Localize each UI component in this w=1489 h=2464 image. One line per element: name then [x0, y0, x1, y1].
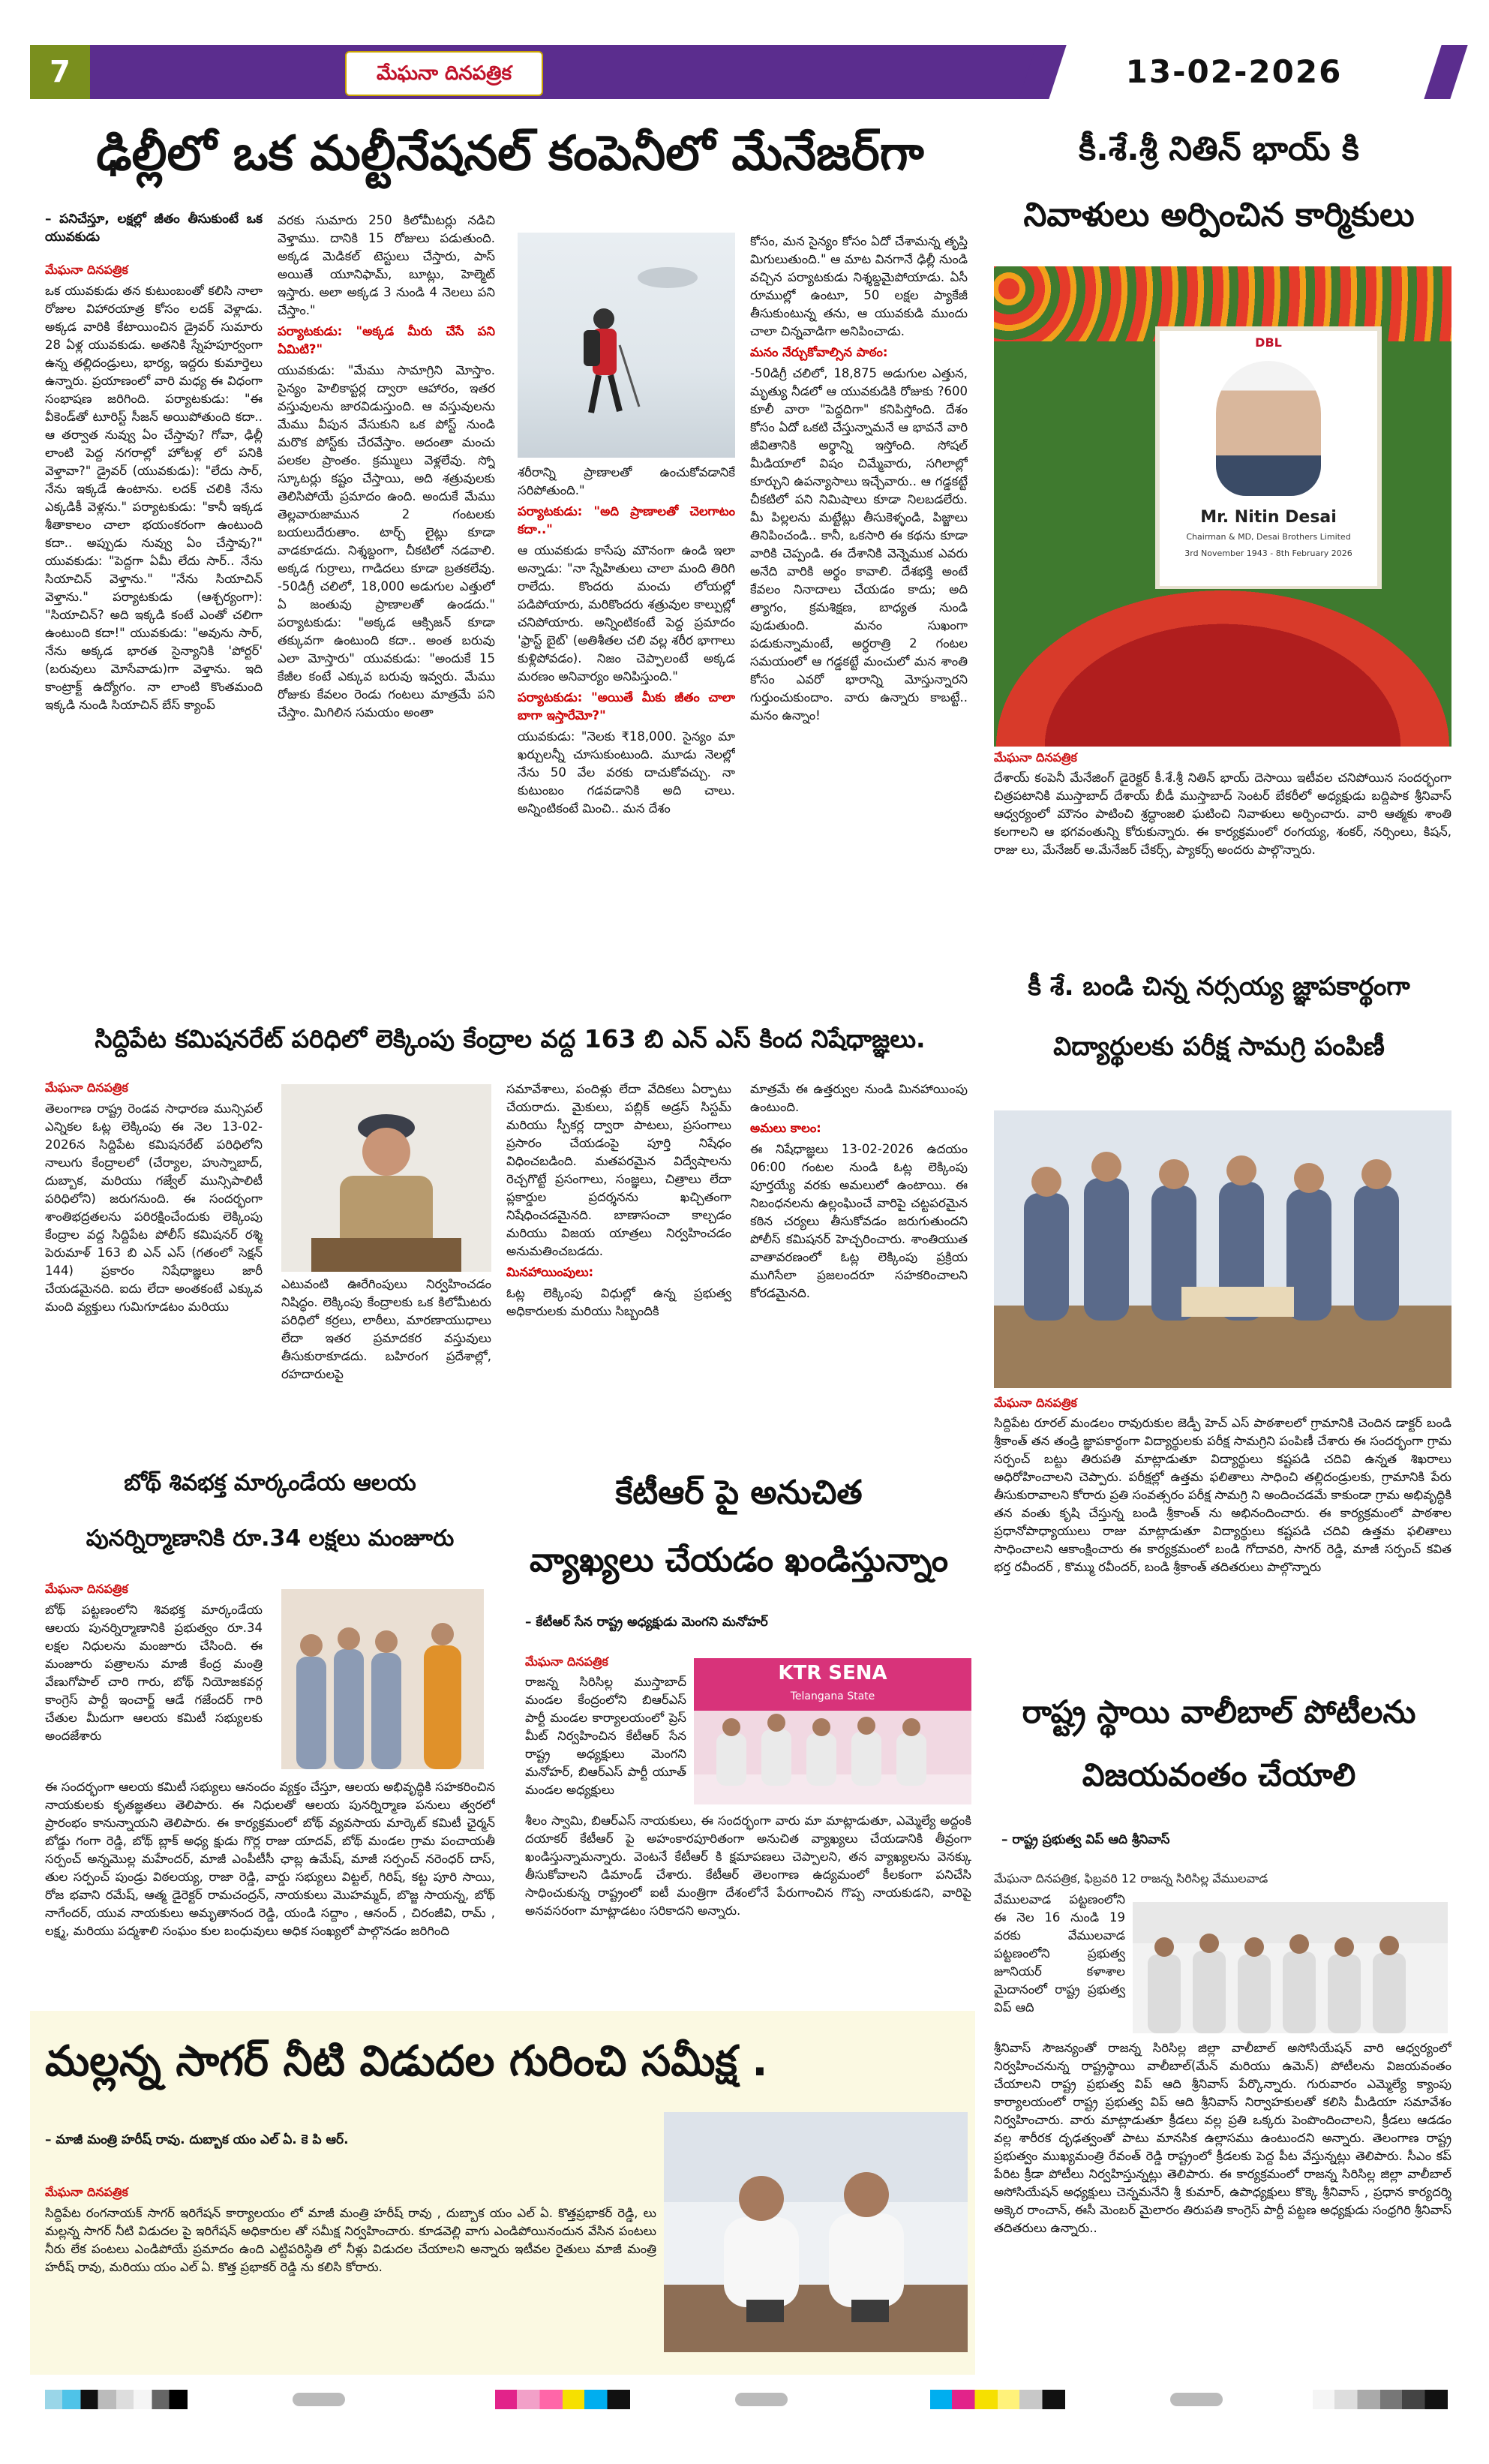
story3-col3-sub: మినహాయింపులు:: [506, 1265, 594, 1279]
story8-deck: – మాజీ మంత్రి హరీష్ రావు. దుబ్బాక యం ఎల్ ఏ. కె పి ఆర్.: [45, 2132, 349, 2147]
story7-photo: [1133, 1902, 1448, 2033]
story5-headline-line2: పునర్నిర్మాణానికి రూ.34 లక్షలు మంజూరు: [86, 1525, 455, 1552]
story8-photo: [664, 2112, 968, 2352]
story1-col3-sub: పర్యాటకుడు: "అది ప్రాణాలతో చెలగాటం కదా..": [518, 504, 735, 536]
story3-col3-text-b: ఓట్ల లెక్కింపు విధుల్లో ఉన్న ప్రభుత్వ అధికారులకు మరియు సిబ్బందికి: [506, 1286, 731, 1318]
story1-photo: [518, 233, 735, 458]
photo-banner-subtitle: Telangana State: [790, 1690, 875, 1702]
story3-col4-text-b: ఈ నిషేధాజ్ఞలు 13-02-2026 ఉదయం 06:00 గంటల నుండి ఓట్ల లెక్కింపు పూర్తయ్యే వరకు అమలులో ఉంటాయి. ఈ నిబంధనలను ఉల్లంఘించే వారిపై చట్టపరమైన కఠిన చర్యలు తీసుకోవడం జరుగుతుందని పోలీస్ కమిషనర్ హెచ్చరించారు. శాంతియుత వాతావరణంలో ఓట్ల లెక్కింపు ప్రక్రియ ముగిసేలా ప్రజలందరూ సహకరించాలని కోరడమైనది.: [750, 1142, 968, 1300]
story1-col3-text: శరీరాన్ని ప్రాణాలతో ఉంచుకోవడానికే సరిపోతుంది.": [518, 465, 735, 497]
story1-col2-text: వరకు సుమారు 250 కిలోమీటర్లు నడిచి వెళ్తాము. దానికి 15 రోజులు పడుతుంది. అక్కడ మెడికల్ టెస్టులు చేస్తారు, పాస్ అయితే యూనిఫామ్, బూట్లు, హెల్మెట్ ఇస్తారు. అలా అక్కడ 3 నుండి 4 నెలలు పని చేస్తాం.": [278, 213, 495, 317]
police-officer-illustration: [281, 1084, 491, 1272]
story1-col4-sub: మనం నేర్చుకోవాల్సిన పాఠం:: [750, 345, 888, 359]
story7-headline: [990, 1681, 1448, 1808]
story1-col2-sub: పర్యాటకుడు: "అక్కడ మీరు చేసే పని ఏమిటి?": [278, 324, 495, 356]
temple-committee-illustration: [281, 1589, 484, 1769]
story4-headline: [990, 957, 1448, 1080]
story5-source: [45, 1582, 270, 1599]
photo-banner: [694, 1658, 971, 1711]
story2-headline: [990, 116, 1448, 251]
banner-logo: DBL: [1255, 335, 1282, 350]
page-number: 7: [50, 55, 71, 89]
date-label: 13-02-2026: [1125, 53, 1343, 90]
story2-headline-line2: నివాళులు అర్పించిన కార్మికులు: [1023, 196, 1415, 234]
color-registration-strip: [45, 2390, 1448, 2409]
portrait-dates: 3rd November 1943 - 8th February 2026: [1184, 548, 1352, 558]
story3-source-label: మేఘనా దినపత్రిక: [45, 1080, 128, 1095]
portrait-face: [1216, 361, 1321, 496]
story3-photo: [281, 1084, 491, 1272]
story5-headline: [45, 1456, 495, 1576]
story3-col3: [506, 1080, 731, 1403]
story1-col4-text-b: -50డిగ్రీ చలిలో, 18,875 అడుగుల ఎత్తున, మృత్యు నీడలో ఆ యువకుడికి రోజుకు ?600 కూలీ వారా "పెద్దదిగా" కనిపిస్తోంది. దేశం కోసం ఏదో ఒకటి చేస్తున్నామనే ఆ భావనే వారి జీవితానికి అర్థాన్ని ఇస్తోంది. సోషల్ మీడియాలో విషం చిమ్మేవారు, సగిలాల్లో కూర్చుని ఉపన్యాసాలు ఇచ్చేవారు.. ఆ గడ్డకట్టే చీకటిలో పని నిమిషాలు కూడా నిలబడలేరు. మీ పిల్లలను మట్టేట్లు తీసుకెళ్ళండి, పిజ్జాలు తినిపించండి.. కానీ, ఒకసారి ఈ కథను కూడా వారికి చెప్పండి. ఈ దేశానికి వెన్నెముక ఎవరు అనేది వారికి అర్థం కావాలి. దేశభక్తి అంటే కేవలం నినాదాలు చేయడం కాదు; అది త్యాగం, క్రమశిక్షణ, బాధ్యత నుండి పుడుతుంది. మనం సుఖంగా పడుకున్నామంటే, అర్ధరాత్రి 2 గంటల సమయంలో ఆ గడ్డకట్టే మంచులో మన శాంతి కోసం ఎవరో భారాన్ని మోస్తున్నారని గుర్తుంచుకుందాం. వారు ఉన్నారు కాబట్టే.. మనం ఉన్నాం!: [750, 366, 968, 723]
story7-headline-line2: విజయవంతం చేయాలి: [1082, 1756, 1356, 1793]
story8-source-label: మేఘనా దినపత్రిక: [45, 2185, 128, 2199]
story8-body: సిద్దిపేట రంగనాయక్ సాగర్ ఇరిగేషన్ కార్యాలయం లో మాజీ మంత్రి హరీష్ రావు , దుబ్బాక యం ఎల్ ఏ. కొత్తప్రభాకర్ రెడ్డి, లు మల్లన్న సాగర్ నీటి విడుదల పై ఇరిగేషన్ అధికారుల తో సమీక్ష నిర్వహించారు. కూడవెల్లి వాగు ఎండిపోయినందున వేసిన పంటలు నీరు లేక పంటలు ఎండిపోయే ప్రమాదం ఉంది ఎట్టిపరిస్థితి లో నీళ్లు విడుదల చేయాలని అన్నారు ఇటీవల రైతులు మాజీ మంత్రి హరీష్ రావు, మరియు యం ఎల్ ఏ. కొత్త ప్రభాకర్ రెడ్డి ను కలిసి కోరారు.: [45, 2206, 656, 2274]
story7-body-left: వేములవాడ పట్టణంలోని ఈ నెల 16 నుండి 19 వరకు వేములవాడ పట్టణంలోని ప్రభుత్వ జూనియర్ కళాశాల మైదానంలో రాష్ట్ర ప్రభుత్వ విప్ ఆది: [994, 1892, 1125, 2015]
story6-body-top: రాజన్న సిరిసిల్ల ముస్తాబాద్ మండల కేంద్రంలోని బిఆర్ఎస్ పార్టీ మండల కార్యాలయంలో ప్రెస్ మీట్ నిర్వహించిన కేటీఆర్ సేన రాష్ట్ర అధ్యక్షులు మెంగని మనోహర్, బిఆర్ఎస్ పార్టీ యూత్ మండల అధ్యక్షులు: [525, 1675, 686, 1797]
story2-headline-line1: కీ.శే.శ్రీ నితిన్ భాయ్ కి: [1079, 130, 1359, 168]
story7-source-label: మేఘనా దినపత్రిక, ఫిబ్రవరి 12 రాజన్న సిరిసిల్ల వేములవాడ: [994, 1871, 1268, 1886]
story6-headline-line2: వ్యాఖ్యలు చేయడం ఖండిస్తున్నాం: [529, 1541, 949, 1579]
story5-body-top: బోథ్ పట్టణంలోని శివభక్త మార్కండేయ ఆలయ పునర్నిర్మాణానికి ప్రభుత్వం రూ.34 లక్షల నిధులను మంజూరు చేసింది. ఈ మంజూరు పత్రాలను మాజీ కేంద్ర మంత్రి వేణుగోపాల్ చారి గారు, బోథ్ నియోజకవర్గ కాంగ్రెస్ పార్టీ ఇంచార్జ్ ఆడే గజేందర్ గారి చేతుల మీదుగా ఆలయ కమిటీ సభ్యులకు అందజేశారు: [45, 1603, 263, 1743]
story5-photo: [281, 1589, 484, 1769]
story1-col3: [518, 464, 735, 1034]
story5-source-label: మేఘనా దినపత్రిక: [45, 1582, 128, 1596]
story6-source: [525, 1654, 713, 1672]
story4-headline-line1: కీ శే. బండి చిన్న నర్సయ్య జ్ఞాపకార్థంగా: [1028, 972, 1410, 1002]
header-bar: [90, 45, 1043, 99]
page-header: [30, 45, 1459, 99]
story4-photo: [994, 1110, 1451, 1388]
story8-source: [45, 2185, 345, 2202]
story3-headline: సిద్దిపేట కమిషనరేట్ పరిధిలో లెక్కింపు కేంద్రాల వద్ద 163 బి ఎన్ ఎస్ కింద నిషేధాజ్ఞలు.: [95, 1024, 926, 1053]
story3-col4-text: మాత్రమే ఈ ఉత్తర్వుల నుండి మినహాయింపు ఉంటుంది.: [750, 1082, 968, 1114]
story6-headline-line1: కేటీఆర్ పై అనుచిత: [615, 1474, 863, 1512]
story4-body: సిద్దిపేట రూరల్ మండలం రావురుకుల జెడ్పీ హెచ్ ఎస్ పాఠశాలలో గ్రామానికి చెందిన డాక్టర్ బండి శ్రీకాంత్ తన తండ్రి జ్ఞాపకార్థంగా విద్యార్థులకు పరీక్ష సామగ్రిని పంపిణీ చేశారు ఈ సందర్భంగా గ్రామ సర్పంచ్ బట్టు తిరుపతి మాట్లాడుతూ విద్యార్థులు కష్టపడి చదివి ఉన్నత శిఖరాలు అధిరోహించాలని చెప్పారు. పరీక్షల్లో ఉత్తమ ఫలితాలు సాధించి తల్లిదండ్రులకు, గ్రామానికి పేరు తీసుకురావాలని కోరారు ప్రతి సంవత్సరం పరీక్ష సామగ్రి ని అందించడమే కాకుండా గ్రామ అభివృద్ధికి తన వంతు కృషి చేస్తున్న బండి శ్రీకాంత్ ను అభినందించారు. ఈ కార్యక్రమంలో పాఠశాల ప్రధానోపాధ్యాయులు రాజు మాట్లాడుతూ విద్యార్థులు కష్టపడి చదివి ఉత్తమ ఫలితాలు సాధించాలని ఆకాంక్షించారు ఈ కార్యక్రమంలో బండి గోదావరి, సాగర్ రెడ్డి, మాజీ సర్పంచ్ కవిత భర్త రవీందర్ , కొమ్ము రవీందర్, బండి శ్రీకాంత్ తదితరులు పాల్గొన్నారు: [994, 1416, 1451, 1574]
page-number-badge: [30, 45, 90, 99]
story6-body-bottom: శీలం స్వామి, బిఆర్ఎస్ నాయకులు, ఈ సందర్భంగా వారు మా మాట్లాడుతూ, ఎమ్మెల్యే అద్దంకి దయాకర్ కేటీఆర్ పై అహంకారపూరితంగా అనుచిత వ్యాఖ్యలు చేయడానికి తీవ్రంగా ఖండిస్తున్నామన్నారు. వెంటనే కేటీఆర్ కి క్షమాపణలు చెప్పాలని, తన వ్యాఖ్యలను వెనక్కు తీసుకోవాలని డిమాండ్ చేశారు. కేటీఆర్ తెలంగాణ ఉద్యమంలో కీలకంగా పనిచేసి సాధించుకున్న రాష్ట్రంలో ఐటీ మంత్రిగా దేశంలోనే పేరుగాంచిన గొప్ప నాయకుడని, వారిపై అనవసరంగా మాట్లాడటం సరికాదని అన్నారు.: [525, 1813, 971, 1918]
story1-col3-text-b: ఆ యువకుడు కాసేపు మౌనంగా ఉండి ఇలా అన్నాడు: "నా స్నేహితులు చాలా మంది తిరిగి రాలేదు. కొందరు మంచు లోయల్లో పడిపోయారు, మరికొందరు శత్రువుల కాల్పుల్లో చనిపోయారు. అన్నింటికంటే పెద్ద ప్రమాదం 'ఫ్రాస్ట్ బైట్' (అతిశీతల చలి వల్ల శరీర భాగాలు కుళ్లిపోవడం). నిజం చెప్పాలంటే అక్కడ మరణం అనివార్యం అనిపిస్తుంది.": [518, 543, 735, 684]
story2-source: [994, 750, 1451, 768]
story1-col2: [278, 212, 495, 1037]
story2-body: దేశాయ్ కంపెనీ మేనేజింగ్ డైరెక్టర్ కీ.శే.శ్రీ నితిన్ భాయ్ దెసాయి ఇటీవల చనిపోయిన సందర్భంగా చిత్రపటానికి ముస్తాబాద్ దేశాయ్ బీడీ ముస్తాబాద్ సెంటర్ బేకరీలో అధ్యక్షుడు బద్దిపాక శ్రీనివాస్ ఆధ్వర్యంలో మౌనం పాటించి శ్రద్ధాంజలి ఘటించి నివాళులు అర్పించారు. వారి ఆత్మకు శాంతి కలగాలని ఆ భగవంతున్ని కోరుకున్నారు. ఈ కార్యక్రమంలో రంగయ్య, శంకర్, నర్సింలు, కిషన్, రాజు లు, మేనేజర్ అ.మేనేజర్ చేకర్స్, ప్యాకర్స్ అందరు పాల్గొన్నారు.: [994, 771, 1451, 857]
portrait-caption: Chairman & MD, Desai Brothers Limited: [1186, 532, 1351, 542]
mountaineer-illustration: [518, 233, 735, 458]
masthead-logo: [345, 51, 543, 96]
press-meet-illustration: [694, 1711, 971, 1804]
story6-source-label: మేఘనా దినపత్రిక: [525, 1654, 608, 1669]
flower-heap: [994, 589, 1451, 747]
story1-col1: ఒక యువకుడు తన కుటుంబంతో కలిసి నాలా రోజుల విహారయాత్ర కోసం లదక్ వెళ్లాడు. అక్కడ వారికి కేటాయించిన డ్రైవర్ సుమారు 28 ఏళ్ల యువకుడు. అతనికి స్నేహపూర్వంగా ఉన్న తల్లిదండ్రులు, భార్య, ఇద్దరు కుమార్తెలు ఉన్నారు. ప్రయాణంలో వారి మధ్య ఈ విధంగా సంభాషణ జరిగింది. పర్యాటకుడు: "ఈ వీకెండ్‌తో టూరిస్ట్ సీజన్ అయిపోతుంది కదా.. ఆ తర్వాత నువ్వు ఏం చేస్తావు? గోవా, ఢిల్లీ లాంటి పెద్ద నగరాల్లో హోటళ్ల లో పనికి వెళ్తావా?" డ్రైవర్ (యువకుడు): "లేదు సార్, నేను ఇక్కడే ఉంటాను. లదక్ చలికి నేను ఎక్కడికీ వెళ్లను." పర్యాటకుడు: "కానీ ఇక్కడ శీతాకాలం చాలా భయంకరంగా ఉంటుంది కదా.. అప్పుడు నువ్వు ఏం చేస్తావు?" యువకుడు: "పెద్దగా ఏమీ లేదు సార్.. నేను సియాచిన్ వెళ్తాను." "నేను సియాచిన్ వెళ్తాను." పర్యాటకుడు (ఆశ్చర్యంగా): "సియాచిన్? అది ఇక్కడి కంటే ఎంతో చలిగా ఉంటుంది కదా!" యువకుడు: "అవును సార్, నేను అక్కడ భారత సైన్యానికి 'పోర్టర్' (బరువులు మోసేవాడు)గా వెళ్తాను. ఇది కాంట్రాక్ట్ ఉద్యోగం. నా లాంటి కొంతమంది ఇక్కడి నుండి సియాచిన్ బేస్ క్యాంప్: [45, 284, 263, 712]
story3-col4: [750, 1080, 968, 1403]
story6-headline: [510, 1459, 968, 1602]
story2-photo: [994, 266, 1451, 747]
story3-col4-sub: అమలు కాలం:: [750, 1121, 821, 1135]
story1-col3-sub2: పర్యాటకుడు: "అయితే మీకు జీతం చాలా బాగా ఇస్తారేమో?": [518, 690, 735, 723]
story4-headline-line2: విద్యార్థులకు పరీక్ష సామగ్రి పంపిణీ: [1053, 1032, 1385, 1062]
story1-deck: – పనిచేస్తూ, లక్షల్లో జీతం తీసుకుంటే ఒక యువకుడు: [45, 212, 263, 245]
story1-col4-text: కోసం, మన సైన్యం కోసం ఏదో చేశామన్న తృప్తి మిగులుతుంది." ఆ మాట వినగానే ఢిల్లీ నుండి వచ్చిన పర్యాటకుడు నిశ్శబ్దమైపోయాడు. ఏసీ రూముల్లో ఉంటూ, 50 లక్షల ప్యాకేజీ తీసుకుంటున్న తను, ఆ యువకుడి ముందు చాలా చిన్నవాడిగా అనిపించాడు.: [750, 234, 968, 338]
story3-col2: ఎటువంటి ఊరేగింపులు నిర్వహించడం నిషిద్ధం. లెక్కింపు కేంద్రాలకు ఒక కిలోమీటరు పరిధిలో కర్రలు, లాఠీలు, మారణాయుధాలు లేదా ఇతర ప్రమాదకర వస్తువులు తీసుకురాకూడదు. బహిరంగ ప్రదేశాల్లో, రహదారులపై: [281, 1277, 491, 1381]
story4-source-label: మేఘనా దినపత్రిక: [994, 1396, 1077, 1410]
story1-col4: [750, 233, 968, 1035]
story7-body-bottom: శ్రీనివాస్ సౌజన్యంతో రాజన్న సిరిసిల్ల జిల్లా వాలీబాల్ అసోసియేషన్ వారి ఆధ్వర్యంలో నిర్వహించనున్న రాష్ట్రస్థాయి వాలీబాల్(మేన్ మరియు ఉమెన్) పోటీలను విజయవంతం చేయాలని రాష్ట్ర ప్రభుత్వ విప్ ఆది శ్రీనివాస్ పేర్కొన్నారు. గురువారం ఎమ్మెల్యే క్యాంపు కార్యాలయంలో రాష్ట్ర ప్రభుత్వ విప్ ఆది శ్రీనివాస్ నిర్వాహకులతో కలిసి మీడియా సమావేశం నిర్వహించారు. వారు మాట్లాడుతూ క్రీడలు వల్ల ప్రతి ఒక్కరు పెంపొందించాలని, క్రీడలు ఆడడం వల్ల శారీరక దృఢత్వంతో పాటు మానసిక ఉల్లాసము ఉంటుందని అన్నారు. తెలంగాణ రాష్ట్ర ప్రభుత్వం ముఖ్యమంత్రి రేవంత్ రెడ్డి రాష్ట్రంలో క్రీడలకు పెద్ద పీట వేస్తున్నట్లు తెలిపారు. సీఎం కప్ పేరిట క్రీడా పోటీలు నిర్వహిస్తున్నట్లు తెలిపారు. ఈ కార్యక్రమంలో రాజన్న సిరిసిల్ల జిల్లా వాలీబాల్ అసోసియేషన్ అధ్యక్షులు చెన్నమనేని శ్రీ కుమార్, ఉపాధ్యక్షులు కొక్కె శ్రీనివాస్ , ప్రధాన కార్యదర్శి అక్కెర రాంచాన్, ఈసీ మెంబర్ మైలారం తిరుపతి కాంగ్రెస్ పార్టీ పట్టణ అధ్యక్షుడు సంధ్రగిరి శ్రీనివాస్ తదితరులు ఉన్నారు..: [994, 2041, 1451, 2235]
story3-col3-text: సమావేశాలు, పందిళ్లు లేదా వేదికలు ఏర్పాటు చేయరాదు. మైకులు, పబ్లిక్ అడ్రస్ సిస్టమ్ మరియు స్పీకర్ల ద్వారా పాటలు, ప్రసంగాలు ప్రసారం చేయడంపై పూర్తి నిషేధం విధించబడింది. మతపరమైన విద్వేషాలను రెచ్చగొట్టే ప్రసంగాలు, సంజ్ఞలు, చిత్రాలు లేదా ప్లకార్డుల ప్రదర్శనను ఖచ్చితంగా నిషేధించడమైనది. బాణాసంచా కాల్చడం మరియు విజయ యాత్రలు నిర్వహించడం అనుమతించబడదు.: [506, 1082, 731, 1258]
story6-photo: [694, 1658, 971, 1804]
portrait-name: Mr. Nitin Desai: [1200, 508, 1337, 527]
classroom-distribution-illustration: [994, 1110, 1451, 1388]
review-meeting-illustration: [664, 2112, 968, 2352]
story1-source-label: మేఘనా దినపత్రిక: [45, 263, 128, 277]
story7-deck: – రాష్ట్ర ప్రభుత్వ విప్ ఆది శ్రీనివాస్: [1001, 1832, 1170, 1847]
story5-body-bottom: ఈ సందర్భంగా ఆలయ కమిటీ సభ్యులు ఆనందం వ్యక్తం చేస్తూ, ఆలయ అభివృద్ధికి సహకరించిన నాయకులకు కృతజ్ఞతలు తెలిపారు. ఈ నిధులతో ఆలయ పునర్నిర్మాణ పనులు త్వరలో ప్రారంభం కానున్నాయని తెలిపారు. ఈ కార్యక్రమంలో బోథ్ వ్యవసాయ మార్కెట్ కమిటీ ఛైర్మన్ బోడ్డు గంగా రెడ్డి, బోథ్ బ్లాక్ అధ్య క్షుడు గొర్ల రాజు యాదవ్, బోథ్ మండల గ్రామ పంచాయతీ సర్పంచ్ అన్నమొల్ల మహేందర్, మాజీ ఎంపీటీసీ ఛాబ్ల ఉమేష్, మాజీ సర్పంచ్ నరెంధర్ దాస్, తుల సర్పంచ్ పుండ్రు విఠలయ్య, రాజా రెడ్డి, వార్డు సభ్యులు విట్టల్, గిరిష్, కట్ట పూరి సాయి, రోజ భవాని రమేష్, ఆత్మ డైరెక్టర్ రామచంద్రన్, నాయకులు మొహమ్మద్, బొజ్జ సాయన్న, బోథ్ నాగేందర్, యువ నాయకులు అమృతానంద రెడ్డి, యండి సద్దాం , ఆనంద్ , చిరంజీవి, రామ్ , లక్ష్మ, మరియు పద్మశాలి సంఘం కుల బంధువులు అధిక సంఖ్యలో పాల్గొనడం జరిగింది: [45, 1780, 495, 1938]
story1-col3-text-c: యువకుడు: "నెలకు ₹18,000. సైన్యం మా ఖర్చులన్నీ చూసుకుంటుంది. మూడు నెలల్లో నేను 50 వేల వరకు దాచుకోవచ్చు. నా కుటుంబం గడవడానికి అది చాలు. అన్నింటికంటే మించి.. మన దేశం: [518, 729, 735, 816]
portrait-frame: [1155, 326, 1382, 590]
story8-headline: మల్లన్న సాగర్ నీటి విడుదల గురించి సమీక్ష .: [45, 2037, 768, 2086]
story2-source-label: మేఘనా దినపత్రిక: [994, 750, 1077, 765]
story5-headline-line1: బోథ్ శివభక్త మార్కండేయ ఆలయ: [124, 1470, 416, 1496]
story6-deck: – కేటీఆర్ సేన రాష్ట్ర అధ్యక్షుడు మెంగని మనోహర్: [525, 1615, 768, 1630]
story3-col1: తెలంగాణ రాష్ట్ర రెండవ సాధారణ మున్సిపల్ ఎన్నికల ఓట్ల లెక్కింపు ఈ నెల 13-02-2026న సిద్దిపేట కమిషనరేట్ పరిధిలోని నాలుగు కేంద్రాలలో (చేర్యాల, హుస్నాబాద్, దుబ్బాక, మరియు గజ్వేల్ మున్సిపాలిటీ పరిధిలోని) జరుగనుంది. ఈ సందర్భంగా శాంతిభద్రతలను పరిరక్షించేందుకు లెక్కింపు కేంద్రాల వద్ద సిద్దిపేట పోలీస్ కమిషనర్ రశ్మి పెరుమాళ్ 163 బి ఎన్ ఎస్ (గతంలో సెక్షన్ 144) ప్రకారం నిషేధాజ్ఞలు జారీ చేయడమైనది. ఐదు లేదా అంతకంటే ఎక్కువ మంది వ్యక్తులు గుమిగూడటం మరియు: [45, 1101, 263, 1314]
story1-source: [45, 263, 263, 280]
story7-source: [994, 1870, 1451, 1889]
story4-source: [994, 1396, 1451, 1413]
masthead-text: మేఘనా దినపత్రిక: [376, 62, 512, 85]
header-end-bar: [1424, 45, 1467, 99]
story7-headline-line1: రాష్ట్ర స్థాయి వాలీబాల్ పోటీలను: [1022, 1693, 1416, 1730]
photo-banner-title: KTR SENA: [778, 1662, 887, 1684]
story1-col2-text-b: యువకుడు: "మేము సామాగ్రిని మోస్తాం. సైన్యం హెలికాప్టర్ల ద్వారా ఆహారం, ఇతర వస్తువులను జారవిడుస్తుంది. ఆ వస్తువులను మేము వీపున వేసుకుని ఒక పోస్ట్ నుండి మరొక పోస్ట్‌కు చేరవేస్తాం. అదంతా మంచు పలకల ప్రాంతం. క్రమ్ములు వెళ్లలేవు. స్నో స్కూటర్లు కష్టం చేస్తాయి, అది శత్రువులకు తెలిసిపోయే ప్రమాదం ఉంది. అందుకే మేము తెల్లవారుజామున 2 గంటలకు బయలుదేరుతాం. టార్చ్ లైట్లు కూడా వాడకూడదు. నిశ్శబ్దంగా, చీకటిలో నడవాలి. అక్కడ గుర్రాలు, గాడిదలు కూడా బ్రతకలేవు. -50డిగ్రీ చలిలో, 18,000 అడుగుల ఎత్తులో ఏ జంతువు ప్రాణాలతో ఉండదు." పర్యాటకుడు: "అక్కడ ఆక్సిజన్ కూడా తక్కువగా ఉంటుంది కదా.. అంత బరువు ఎలా మోస్తారు" యువకుడు: "అందుకే 15 కేజీల కంటే ఎక్కువ బరువు ఇవ్వరు. మేము రోజుకు కేవలం రెండు గంటలు మాత్రమే పని చేస్తాం. మిగిలిన సమయం అంతా: [278, 363, 495, 720]
volleyball-meeting-illustration: [1133, 1902, 1448, 2033]
story3-source: [45, 1080, 263, 1098]
story1-headline: ఢిల్లీలో ఒక మల్టీనేషనల్ కంపెనీలో మేనేజర్‌గా: [96, 126, 924, 182]
